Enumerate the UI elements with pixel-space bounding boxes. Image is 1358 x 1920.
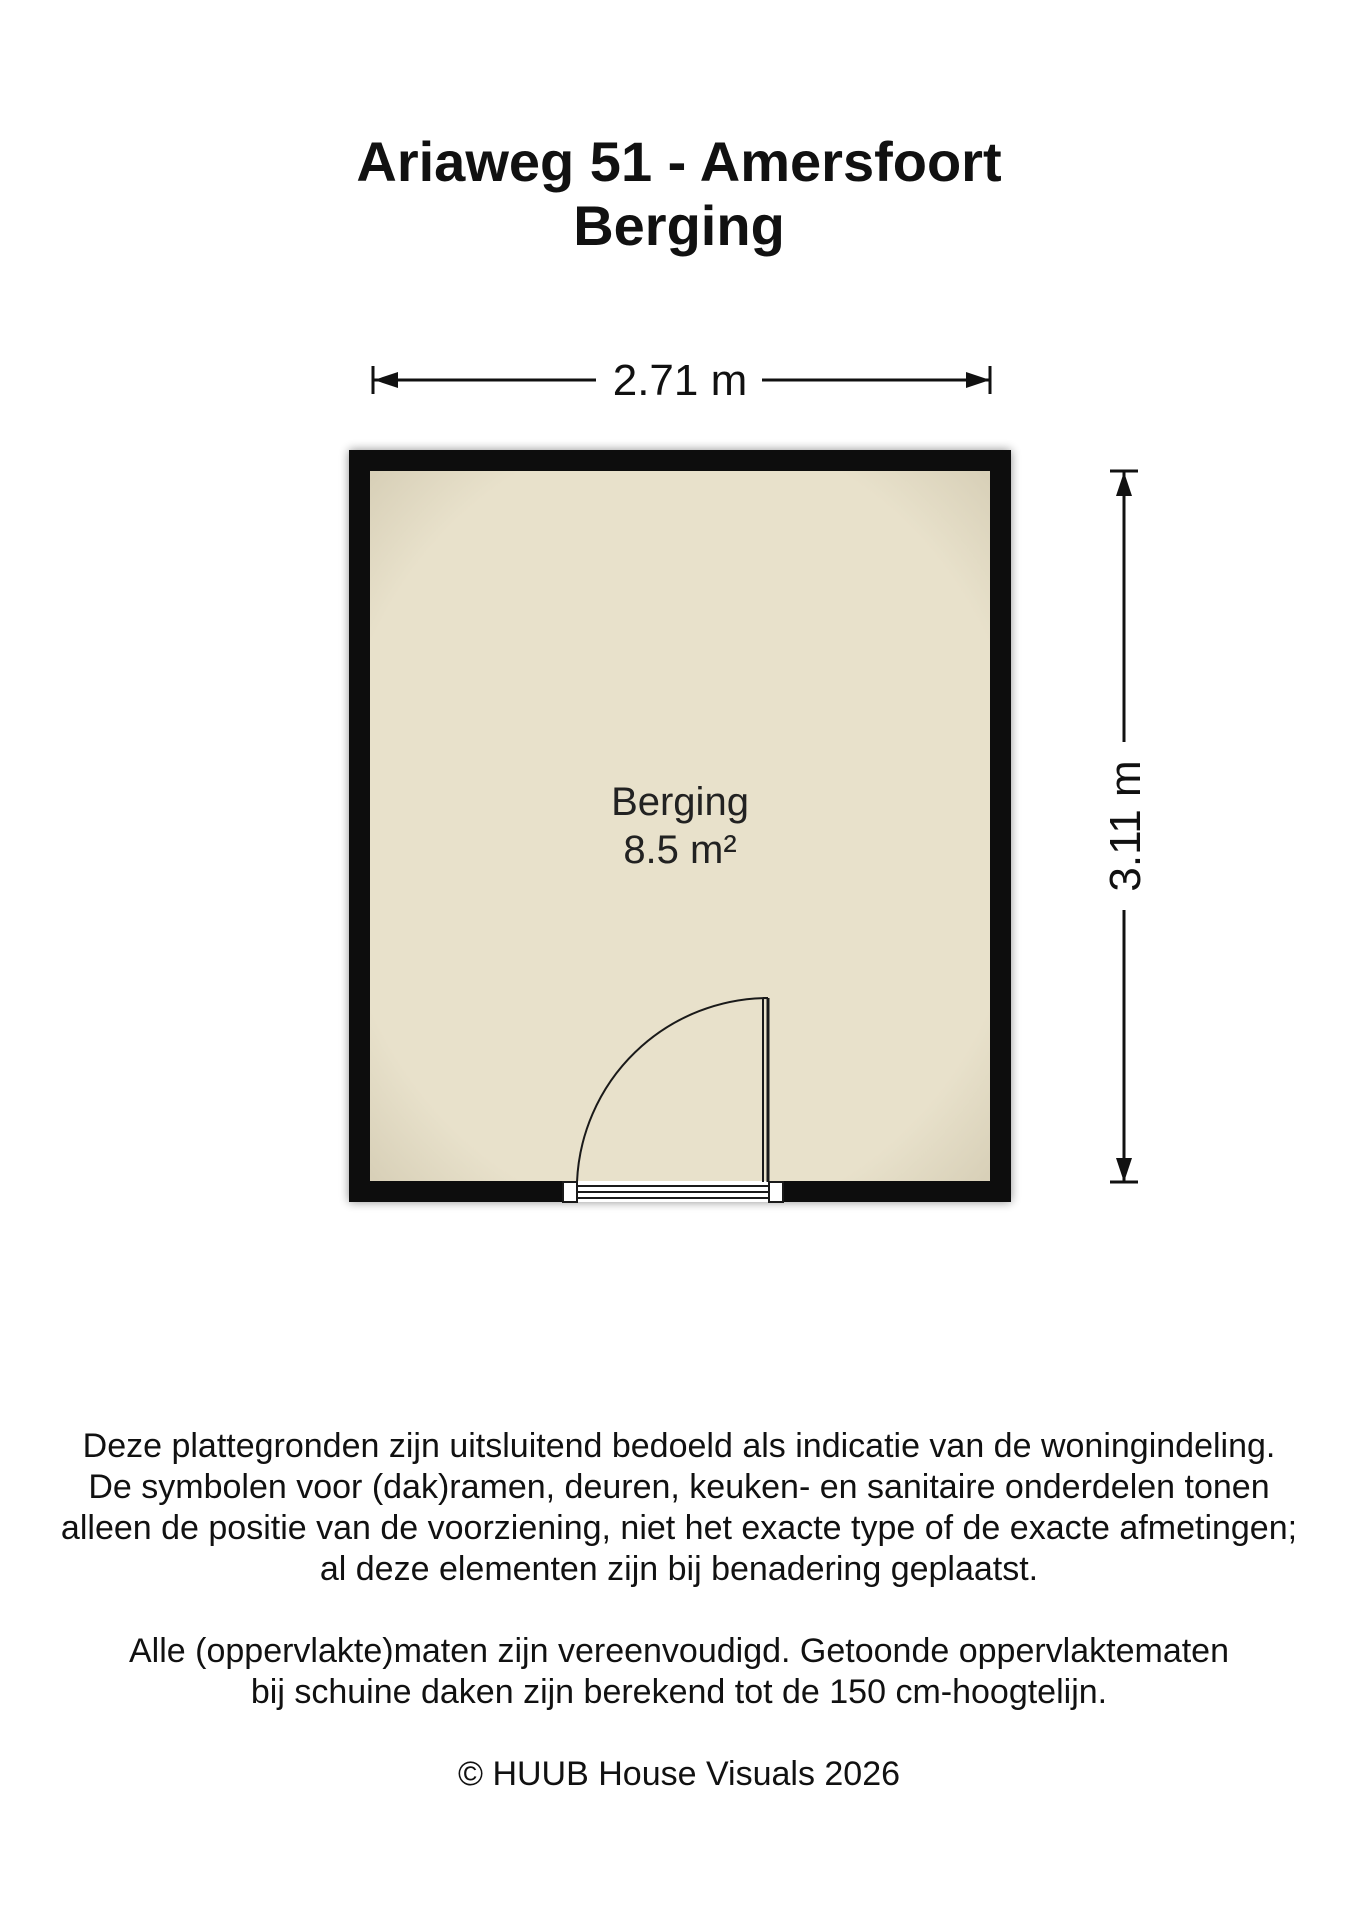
arrow-up-icon <box>1116 472 1132 496</box>
copyright-notice: © HUUB House Visuals 2026 <box>457 1755 901 1793</box>
disclaimer-line: Deze plattegronden zijn uitsluitend bedoeld als indicatie van de woningindeling. <box>82 1427 1276 1465</box>
room-name-label: Berging <box>611 780 749 824</box>
width-dimension-label: 2.71 m <box>612 356 748 405</box>
disclaimer-line: al deze elementen zijn bij benadering geplaatst. <box>319 1550 1039 1588</box>
disclaimer-line: alleen de positie van de voorziening, niet het exacte type of de exacte afmetingen; <box>60 1509 1298 1547</box>
width-dimension <box>373 356 990 405</box>
disclaimer-line: De symbolen voor (dak)ramen, deuren, keuken- en sanitaire onderdelen tonen <box>88 1468 1270 1506</box>
disclaimer-paragraph-2 <box>0 1631 1358 1713</box>
depth-dimension-label: 3.11 m <box>1101 760 1150 892</box>
disclaimer-line: bij schuine daken zijn berekend tot de 150 cm-hoogtelijn. <box>250 1673 1108 1711</box>
arrow-down-icon <box>1116 1158 1132 1182</box>
disclaimer-line: Alle (oppervlakte)maten zijn vereenvoudigd. Getoonde oppervlaktematen <box>129 1632 1229 1670</box>
door-jamb-left <box>563 1182 577 1202</box>
depth-dimension <box>1101 471 1150 1182</box>
room-floor <box>370 471 990 1181</box>
plan-title-floor: Berging <box>573 194 785 257</box>
room-berging <box>349 450 1011 1202</box>
plan-title-address: Ariaweg 51 - Amersfoort <box>356 130 1002 193</box>
arrow-right-icon <box>966 372 990 388</box>
room-area-label: 8.5 m² <box>623 828 737 872</box>
door-jamb-right <box>769 1182 783 1202</box>
arrow-left-icon <box>374 372 398 388</box>
disclaimer-paragraph-1 <box>0 1426 1358 1590</box>
